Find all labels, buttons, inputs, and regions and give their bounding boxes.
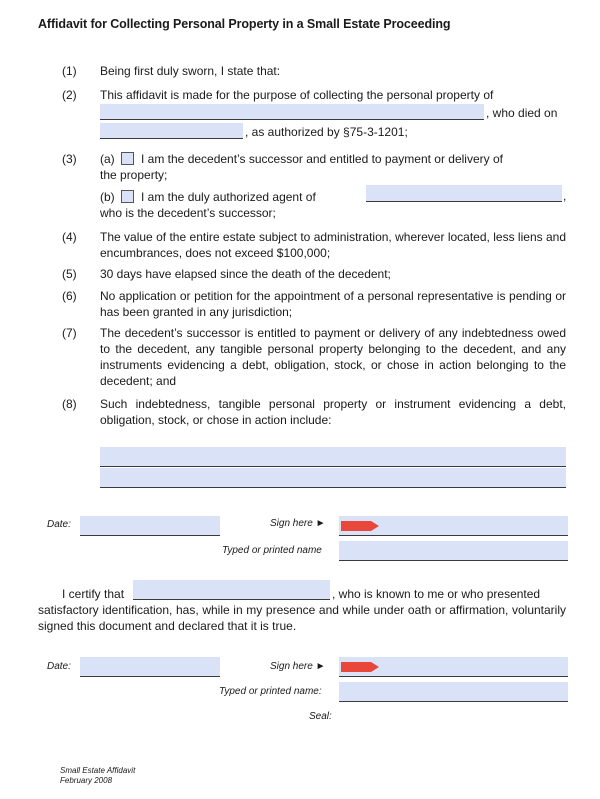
item-4-text: The value of the entire estate subject to administration, wherever located, less liens and encumbrances, does not exceed $100,000;	[100, 230, 566, 260]
item-1-text: Being first duly sworn, I state that:	[100, 64, 281, 78]
item-number-7: (7)	[62, 326, 77, 340]
typed-name-label-2: Typed or printed name:	[219, 686, 322, 697]
item-3a-text-line1: I am the decedent’s successor and entitled to payment or delivery of	[141, 152, 503, 166]
item-3b-text-line2: who is the decedent’s successor;	[100, 206, 276, 220]
item-number-6: (6)	[62, 289, 77, 303]
date-label-2: Date:	[47, 661, 71, 672]
item-number-4: (4)	[62, 230, 77, 244]
sign-here-label-1: Sign here ►	[270, 518, 326, 529]
item-3b-text: I am the duly authorized agent of	[141, 190, 316, 204]
certify-rest-line2: satisfactory identification, has, while in my presence and while under oath or affirmation, voluntarily signed this document and declared that it is true.	[38, 603, 566, 633]
certify-lead: I certify that	[62, 587, 125, 601]
date-label-1: Date:	[47, 519, 71, 530]
successor-name-field[interactable]	[366, 185, 562, 202]
item-number-1: (1)	[62, 64, 77, 78]
item-number-3: (3)	[62, 152, 77, 166]
footer-form-name: Small Estate Affidavit	[60, 766, 136, 775]
date-field-1[interactable]	[80, 516, 220, 536]
sign-here-tag-1	[341, 521, 379, 531]
item-number-2: (2)	[62, 88, 77, 102]
item-number-8: (8)	[62, 397, 77, 411]
item-2-died-on: , who died on	[486, 106, 558, 120]
item-6-text: No application or petition for the appointment of a personal representative is pending or has been granted in any jurisdiction;	[100, 289, 566, 319]
item-number-5: (5)	[62, 267, 77, 281]
item-3a-text-line2: the property;	[100, 168, 168, 182]
item-2-text: This affidavit is made for the purpose of collecting the personal property of	[100, 88, 494, 102]
successor-checkbox[interactable]	[121, 152, 134, 165]
item-2-authorized: , as authorized by §75-3-1201;	[245, 125, 408, 139]
sign-here-label-2: Sign here ►	[270, 661, 326, 672]
item-5-text: 30 days have elapsed since the death of the decedent;	[100, 267, 391, 281]
certified-person-field[interactable]	[133, 580, 330, 600]
item-3b-label: (b)	[100, 190, 115, 204]
property-description-line-1[interactable]	[100, 447, 566, 467]
decedent-name-field[interactable]	[100, 104, 484, 120]
property-description-line-2[interactable]	[100, 468, 566, 488]
typed-name-field-2[interactable]	[339, 682, 568, 702]
date-of-death-field[interactable]	[100, 123, 243, 139]
seal-label: Seal:	[309, 711, 332, 722]
typed-name-field-1[interactable]	[339, 541, 568, 561]
item-3a-label: (a)	[100, 152, 115, 166]
item-8-text: Such indebtedness, tangible personal property or instrument evidencing a debt, obligation, stock, or chose in action include:	[100, 397, 566, 427]
footer-form-date: February 2008	[60, 776, 113, 785]
item-3b-comma: ,	[563, 189, 567, 203]
item-7-text: The decedent’s successor is entitled to payment or delivery of any indebtedness owed to the decedent, any tangible personal property belonging to the decedent, and any instruments evidencing a debt, obligation, stock, or chose in action belonging to the decedent; and	[100, 326, 566, 388]
date-field-2[interactable]	[80, 657, 220, 677]
sign-here-tag-2	[341, 662, 379, 672]
certify-rest-line1: , who is known to me or who presented	[332, 587, 541, 601]
document-title: Affidavit for Collecting Personal Property in a Small Estate Proceeding	[38, 17, 451, 31]
agent-checkbox[interactable]	[121, 190, 134, 203]
typed-name-label-1: Typed or printed name	[222, 545, 322, 556]
